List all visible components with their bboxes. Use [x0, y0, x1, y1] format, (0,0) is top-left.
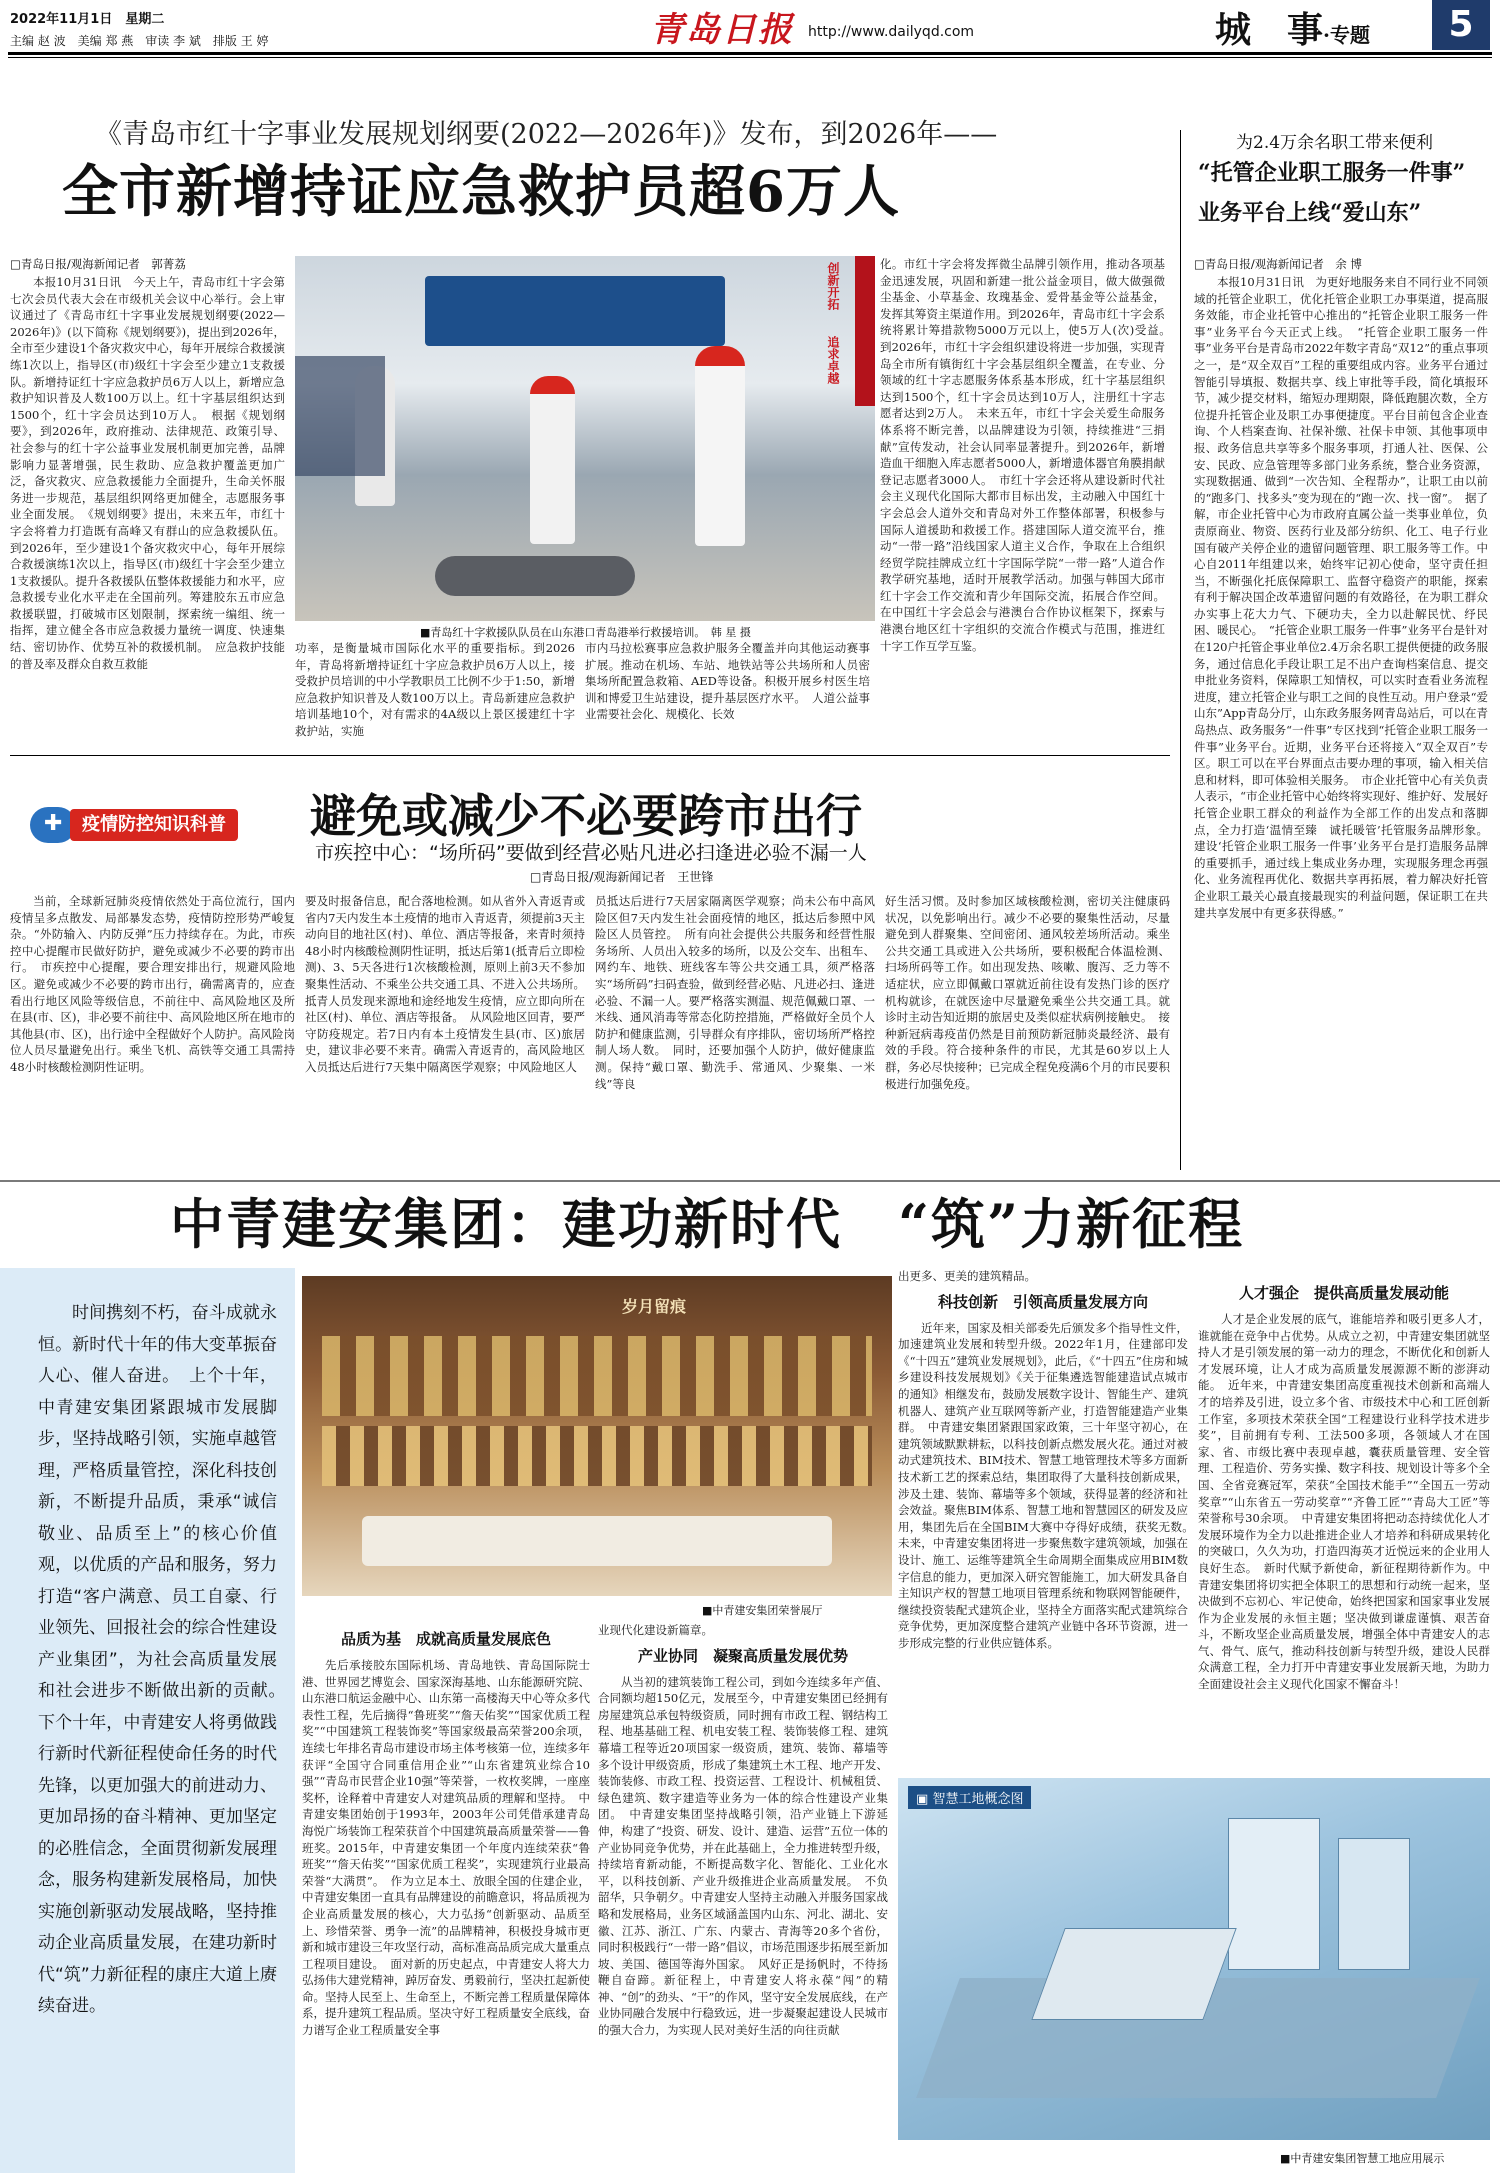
section2-text: 从当初的建筑装饰工程公司，到如今连续多年产值、合同额均超150亿元，发展至今，中青建安集团已经拥有房屋建筑总承包特级资质，同时拥有市政工程、钢结构工程、地基基础工程、机电安装工程、装饰装修工程、建筑幕墙工程等近20项国家一级资质，建筑、装饰、幕墙等多个设计甲级资质，形成了集建筑土木工程、地产开发、装饰装修、市政工程、投资运营、工程设计、机械租赁、绿色建筑、数字建造等业务为一体的综合性建设产业集团。 中青建安集团坚持战略引领，沿产业链上下游延伸，构建了“投资、研发、设计、建造、运营”五位一体的产业协同竞争优势，并在此基础上，全力推进转型升级，持续培育新动能，不断提高数字化、智能化、工业化水平，以科技创新、产业升级推进企业高质量发展。 不负韶华，只争朝夕。中青建安人坚持主动融入并服务国家战略和发展格局，业务区域涵盖国内山东、河北、湖北、安徽、江苏、浙江、广东、内蒙古、青海等20多个省份，同时积极践行“一带一路”倡议，市场范围逐步拓展至新加坡、美国、德国等海外国家。 风好正是扬帆时，不待扬鞭自奋蹄。新征程上，中青建安人将永葆“闯”的精神、“创”的劲头、“干”的作风，坚守安全发展底线，在产业协同融合发展中行稳致远，进一步凝聚起建设人民城市的强大合力，为实现人民对美好生活的向往贡献 — [598, 1674, 888, 2038]
photo-rescuer — [530, 376, 575, 544]
story4-col1 — [302, 1622, 590, 2172]
story3-col2-text: 要及时报备信息，配合落地检测。如从省外入青返青或省内7天内发生本土疫情的地市入青返青，须提前3天主动向目的地社区(村)、单位、酒店等报备，来青时须持48小时内核酸检测阴性证明，抵达后第1(抵青后立即检测)、3、5天各进行1次核酸检测，原则上前3天不参加聚集性活动、不乘坐公共交通工具、不进入公共场所。抵青人员发现来源地和途经地发生疫情，应立即向所在社区(村)、单位、酒店等报备。 从风险地区回青，要严守防疫规定。若7日内有本土疫情发生县(市、区)旅居史，建议非必要不来青。确需入青返青的，高风险地区入员抵达后进行7天集中隔离医学观察；中风险地区人 — [305, 894, 585, 1074]
story3-headline: 避免或减少不必要跨市出行 — [310, 789, 862, 843]
masthead-date: 2022年11月1日 星期二 — [10, 12, 165, 27]
story4-col3 — [898, 1268, 1200, 1768]
col2-top-text: 业现代化建设新篇章。 — [598, 1623, 713, 1637]
page-number: 5 — [1432, 0, 1490, 50]
trophy-shelf — [322, 1426, 872, 1486]
section-name: 城 事 — [1215, 9, 1324, 51]
story3-col4-text: 好生活习惯。及时参加区域核酸检测，密切关注健康码状况，以免影响出行。减少不必要的聚集性活动，尽量避免到人群聚集、空间密闭、通风较差场所活动。乘坐公共交通工具或进入公共场所，要积极配合体温检测、扫场所码等工作。如出现发热、咳嗽、腹泻、乏力等不适症状，应立即佩戴口罩就近前往设有发热门诊的医疗机构就诊，在就医途中尽量避免乘坐公共交通工具。就诊时主动告知近期的旅居史及类似症状病例接触史。 接种新冠病毒疫苗仍然是目前预防新冠肺炎最经济、最有效的手段。符合接种条件的市民，尤其是60岁以上人群，务必尽快接种；已完成全程免疫满6个月的市民要积极进行加强免疫。 — [885, 894, 1170, 1091]
map-label-box — [908, 1786, 1031, 1809]
map-building — [1338, 1838, 1410, 1970]
medical-cross-icon: ✚ — [44, 811, 63, 836]
story3-col3-text: 员抵达后进行7天居家隔离医学观察；尚未公布中高风险区但7天内发生社会面疫情的地区，抵达后参照中风险区人员管控。 所有向社会提供公共服务和经营性服务场所、人员出入较多的场所，以及公交车、出租车、网约车、地铁、班线客车等公共交通工具，须严格落实“场所码”扫码查验，做到经营必贴、凡进必扫、逢进必验、不漏一人。要严格落实测温、规范佩戴口罩、一米线、通风消毒等常态化防控措施，严格做好全员个人防护和健康监测，引导群众有序排队，密切场所严格控制人场人数。 同时，还要加强个人防护，做好健康监测。保持“戴口罩、勤洗手、常通风、少聚集、一米线”等良 — [595, 894, 875, 1091]
story1-col1 — [10, 256, 285, 746]
story2-byline: □青岛日报/观海新闻记者 余 博 — [1194, 257, 1362, 271]
story3-col2 — [305, 893, 585, 1173]
story2-title-line1: “托管企业职工服务一件事” — [1198, 160, 1466, 186]
story1-byline: □青岛日报/观海新闻记者 郭菁荔 — [10, 257, 186, 271]
section1-text: 先后承接胶东国际机场、青岛地铁、青岛国际院士港、世界园艺博览会、国家深海基地、山东能源研究院、山东港口航运金融中心、山东第一高楼海天中心等众多代表性工程，先后摘得“鲁班奖”“詹天佑奖”“国家优质工程奖”“中国建筑工程装饰奖”等国家级最高荣誉200余项，连续七年排名青岛市建设市场主体考核第一位，连续多年获评“全国守合同重信用企业”“山东省建筑业综合10强”“青岛市民营企业10强”等荣誉，一枚枚奖牌，一座座奖杯，诠释着中青建安人对建筑品质的理解和坚持。 中青建安集团始创于1993年，2003年公司凭借承建青岛海悦广场装饰工程荣获首个中国建筑最高质量荣誉——鲁班奖。2015年，中青建安集团一个年度内连续荣获“鲁班奖”“詹天佑奖”“国家优质工程奖”，实现建筑行业最高荣誉“大满贯”。 作为立足本土、放眼全国的住建企业，中青建安集团一直具有品牌建设的前瞻意识，将品质视为企业高质量发展的核心，大力弘扬“创新驱动、品质至上、珍惜荣誉、勇争一流”的品牌精神，积极投身城市更新和城市建设三年攻坚行动，高标准高品质完成大量重点工程项目建设。 面对新的历史起点，中青建安人将大力弘扬伟大建党精神，踔厉奋发、勇毅前行，坚决扛起新使命。坚持人民至上、生命至上，不断完善工程质量保障体系，提升建筑工程品质。坚决守好工程质量安全底线，奋力谱写企业工程质量安全事 — [302, 1658, 590, 2038]
story2-kicker: 为2.4万余名职工带来便利 — [1236, 133, 1434, 153]
story1-col1-text: 本报10月31日讯 今天上午，青岛市红十字会第七次会员代表大会在市级机关会议中心举行。会上审议通过了《青岛市红十字事业发展规划纲要(2022—2026年)》(以下简称《规划纲要》)，提出到2026年，全市至少建设1个备灾救灾中心，每年开展综合救援演练1次以上，指导区(市)级红十字会至少建立1支救援队。新增持证红十字应急救护员6万人以上，新增应急救护知识普及人数100万以上。红十字基层组织达到1500个，红十字会员达到10万人。 根据《规划纲要》，到2026年，政府推动、法律规范、政策引导、社会参与的红十字公益事业发展机制更加完善，品牌影响力显著增强，民生救助、应急救护覆盖更加广泛，备灾救灾、应急救援能力全面提升，生命关怀服务进一步规范，基层组织网络更加健全，志愿服务事业全面发展。 《规划纲要》提出，未来五年，市红十字会将着力打造既有高峰又有群山的应急救援队伍。到2026年，至少建设1个备灾救灾中心，每年开展综合救援演练1次以上，指导区(市)级红十字会至少建立1支救援队。提升各救援队伍整体救援能力和水平，应急救援专业化水平走在全国前列。筹建胶东五市应急救援联盟，打破城市区划限制，探索统一编组、统一指挥，建立健全各市应急救援力量统一调度、快速集结、密切协作、优势互补的救援机制。 应急救护技能的普及率及群众自救互救能 — [10, 275, 285, 671]
map-building — [1228, 1818, 1320, 1970]
story1-photo — [295, 256, 875, 621]
story2-title-line2: 业务平台上线“爱山东” — [1198, 200, 1422, 226]
story1-col3 — [585, 640, 870, 745]
story2-text: 本报10月31日讯 为更好地服务来自不同行业不同领域的托管企业职工，优化托管企业职工办事渠道，提高服务效能，市企业托管中心推出的“托管企业职工服务一件事”业务平台今天正式上线。 “托管企业职工服务一件事”业务平台是青岛市2022年数字青岛“双12”的重点事项之一，是“双全双百”工程的重要组成内容。业务平台通过智能引导填报、数据共享、线上审批等手段，简化填报环节，减少提交材料，缩短办理期限，降低跑腿次数，全方位提升托管企业及职工办事便捷度。平台目前包含企业查询、个人档案查询、社保补缴、社保卡申领、其他事项申报、政务信息共享等多个服务事项，打通人社、医保、公安、民政、应急管理等多部门业务系统，整合业务资源，实现数据通、做到“一次告知、全程帮办”，让职工由以前的“跑多门、找多头”变为现在的“跑一次、找一窗”。 据了解，市企业托管中心为市政府直属公益一类事业单位，负责原商业、物资、医药行业及部分纺织、化工、电子行业国有破产关停企业的遗留问题管理、职工服务等工作。中心自2011年组建以来，始终牢记初心使命，坚守责任担当，不断强化托底保障职工、监督守稳资产的职能，探索有利于解决国企改革遗留问题的有效路径，在为职工群众办实事上花大力气、下硬功夫，全力以赴解民忧、纾民困、暖民心。 “托管企业职工服务一件事”业务平台是针对在120户托管企事业单位2.4万余名职工提供便捷的政务服务，通过信息化手段让职工足不出户查询档案信息、提交申批业务资料，保障职工知情权，可以实时查看业务流程进度，建立托管企业与职工之间的良性互动。用户登录“爱山东”App青岛分厅，山东政务服务网青岛站后，可以在青岛热点、政务服务“一件事”专区找到“托管企业职工服务一件事”业务平台。近期，业务平台还将接入“双全双百”专区。职工可以在平台界面点击要办理的事项，输入相关信息和材料，即可体验相关服务。 市企业托管中心有关负责人表示，“市企业托管中心始终将实现好、维护好、发展好托管企业职工群众的利益作为全部工作的出发点和落脚点，全力打造‘温情至臻 诚托暖管’托管服务品牌形象。建设‘托管企业职工服务一件事’业务平台是打造服务品牌的重要抓手，通过线上集成业务办理，实现服务理念再强化、业务流程再优化、数据共享再拓展，着力解决好托管企业职工最关心最直接最现实的利益问题，保证职工在共建共享发展中有更多获得感。” — [1194, 275, 1488, 920]
story3-col1 — [10, 893, 295, 1173]
photo-patient — [435, 556, 635, 596]
map-pin-icon: ▣ — [916, 1792, 929, 1807]
col3-top-text: 出更多、更美的建筑精品。 — [898, 1269, 1036, 1283]
section-title — [1215, 2, 1370, 53]
section-sub: ·专题 — [1323, 23, 1370, 47]
story1-col2-text: 功率，是衡量城市国际化水平的重要指标。到2026年，青岛将新增持证红十字应急救护员6万人以上，接受救护员培训的中小学教职员工比例不少于1:50，新增应急救护知识普及人数100万以上。青岛新建应急救护培训基地10个，对有需求的4A级以上景区援建红十字救护站，实施 — [295, 641, 575, 738]
newspaper-logo: 青岛日报 — [650, 10, 794, 50]
section3-text: 近年来，国家及相关部委先后颁发多个指导性文件，加速建筑业发展和转型升级。2022年1月，住建部印发《“十四五”建筑业发展规划》，此后，《“十四五”住房和城乡建设科技发展规划》《关于征集遴选智能建造试点城市的通知》相继发布，鼓励发展数字设计、智能生产、建筑机器人、建筑产业互联网等新产业，打造智能建造产业集群。 中青建安集团紧跟国家政策，三十年坚守初心，在建筑领域默默耕耘，以科技创新点燃发展火花。通过对被动式建筑技术、BIM技术、智慧工地管理技术等多方面新技术新工艺的探索总结，集团取得了大量科技创新成果，涉及土建、装饰、幕墙等多个领域，获得显著的经济和社会效益。聚焦BIM体系、智慧工地和智慧园区的研发及应用，集团先后在全国BIM大赛中夺得好成绩，获奖无数。 未来，中青建安集团将进一步聚焦数字建筑领域，加强在设计、施工、运维等建筑全生命周期全面集成应用BIM数字信息的能力，更加深入研究智能施工，加大研发具备自主知识产权的智慧工地项目管理系统和物联网智能硬件，继续投资装配式建筑企业，坚持全方面落实配式建筑综合竞争优势，更加深度整合建筑产业链中各环节资源，进一步形成完整的行业供应链体系。 — [898, 1320, 1200, 1650]
story3-col4 — [885, 893, 1170, 1173]
story2-body — [1194, 256, 1488, 1168]
section2-title: 产业协同 凝聚高质量发展优势 — [637, 1646, 848, 1665]
photo-sign-text1: 创新开拓 — [826, 262, 840, 310]
masthead-url[interactable]: http://www.dailyqd.com — [808, 24, 975, 40]
story3-deck: 市疾控中心：“场所码”要做到经营必贴凡进必扫逢进必验不漏一人 — [315, 842, 867, 864]
story1-photo-caption: ■青岛红十字救援队队员在山东港口青岛港举行救援培训。 韩 星 摄 — [420, 626, 751, 639]
story1-headline: 全市新增持证应急救护员超6万人 — [62, 159, 900, 225]
map-label: 智慧工地概念图 — [932, 1792, 1024, 1807]
section1-title: 品质为基 成就高质量发展底色 — [340, 1630, 551, 1648]
photo-sign-board — [855, 256, 875, 406]
covid-badge — [30, 805, 270, 845]
photo-sign-text2: 追求卓越 — [826, 336, 840, 384]
honor-hall-photo — [302, 1276, 892, 1596]
section4-title: 人才强企 提供高质量发展动能 — [1238, 1284, 1449, 1302]
story1-col2 — [295, 640, 575, 745]
masthead-rule-thin — [8, 57, 1492, 58]
story1-col4 — [880, 256, 1177, 746]
story1-col3-text: 市内马拉松赛事应急救护服务全覆盖并向其他运动赛事扩展。推动在机场、车站、地铁站等公共场所和人员密集场所配置急救箱、AED等设备。积极开展乡村医生培训和博爱卫生站建设，提升基层医疗水平。 人道公益事业需要社会化、规模化、长效 — [585, 641, 870, 722]
story4-sidebar — [0, 1268, 295, 2173]
smart-site-map — [898, 1778, 1490, 2140]
story-divider — [10, 755, 1170, 756]
column-divider — [1180, 130, 1181, 1170]
honor-sign: 岁月留痕 — [622, 1297, 687, 1316]
story1-col4-text: 化。市红十字会将发挥微尘品牌引领作用，推动各项基金迅速发展，巩固和新建一批公益金项目，做大做强微尘基金、小草基金、玫瑰基金、爱骨基金等公益基金，发挥其筹资主渠道作用。到2026年，青岛市红十字会系统将累计筹措款物5000万元以上，使5万人(次)受益。 到2026年，市红十字会组织建设将进一步加强，实现青岛全市所有镇街红十字会基层组织全覆盖，在专业、分领域的红十字志愿服务体系基本形成，红十字基层组织达到1500个，红十字会员达到10万人，注册红十字志愿者达到2万人。 未来五年，市红十字会关爱生命服务体系将不断完善，以品牌建设为引领，持续推进“三捐献”宣传发动，社会认同率显著提升。到2026年，新增造血干细胞入库志愿者5000人，新增遗体器官角膜捐献登记志愿者3000人。 市红十字会还将从建设新时代社会主义现代化国际大都市目标出发，主动融入中国红十字会总会人道外交和青岛对外工作整体部署，积极参与国际人道援助和救援工作。搭建国际人道交流平台，推动“一带一路”沿线国家人道主义合作，争取在上合组织经贸学院挂牌成立红十字国际学院“一带一路”人道合作教学研究基地，适时开展教学活动。加强与韩国大邱市红十字会工作交流和青少年国际交流，拓展合作空间。在中国红十字会总会与港澳台合作协议框架下，探索与港澳台地区红十字组织的交流合作模式与范围，推进红十字工作互学互鉴。 — [880, 257, 1177, 653]
story1-kicker: 《青岛市红十字事业发展规划纲要(2022—2026年)》发布，到2026年—— — [95, 119, 998, 150]
story3-col1-text: 当前，全球新冠肺炎疫情依然处于高位流行，国内疫情呈多点散发、局部暴发态势，疫情防控形势严峻复杂。“外防输入、内防反弹”压力持续存在。为此，市疾控中心提醒市民做好防护，避免或减少不必要的跨市出行。 市疾控中心提醒，要合理安排出行，规避风险地区。避免或减少不必要的跨市出行，确需离青的，应查看出行地区风险等级信息，不前往中、高风险地区及所在县(市、区)，非必要不前往中、高风险地区所在地市的其他县(市、区)，出行途中全程做好个人防护。高风险岗位人员尽量避免出行。乘坐飞机、高铁等交通工具需持48小时核酸检测阴性证明。 — [10, 894, 295, 1074]
trophy-shelf — [322, 1336, 872, 1416]
photo-rescuer — [695, 346, 745, 546]
story4-col2 — [598, 1622, 888, 2172]
photo-banner — [425, 276, 725, 346]
map-structure — [1031, 1928, 1236, 2020]
story3-byline: □青岛日报/观海新闻记者 王世锋 — [530, 870, 714, 884]
honor-hall-caption: ■中青建安集团荣誉展厅 — [702, 1604, 823, 1617]
masthead-rule — [8, 52, 1492, 55]
story4-col4 — [1198, 1268, 1490, 1768]
story4-headline: 中青建安集团：建功新时代 “筑”力新征程 — [170, 1192, 1245, 1256]
badge-label: 疫情防控知识科普 — [70, 809, 238, 841]
story3-col3 — [595, 893, 875, 1173]
photo-crowd — [295, 356, 385, 476]
smart-site-caption: ■中青建安集团智慧工地应用展示 — [1280, 2152, 1445, 2165]
masthead-credits: 主编 赵 波 美编 郑 燕 审读 李 斌 排版 王 婷 — [10, 34, 269, 48]
display-table — [362, 1516, 832, 1566]
section4-text: 人才是企业发展的底气，谁能培养和吸引更多人才，谁就能在竞争中占优势。从成立之初，中青建安集团就坚持人才是引领发展的第一动力的理念，不断优化和创新人才发展环境，让人才成为高质量发展源源不断的澎湃动能。 近年来，中青建安集团高度重视技术创新和高端人才的培养及引进，设立多个省、市级技术中心和工匠创新工作室，多项技术荣获全国“工程建设行业科学技术进步奖”，目前拥有专利、工法500多项，各领域人才在国家、省、市级比赛中表现卓越，囊获质量管理、安全管理、工程造价、劳务实操、数字科技、规划设计等多个全国、全省竞赛冠军，荣获“全国技术能手”“全国五一劳动奖章”“山东省五一劳动奖章”“齐鲁工匠”“青岛大工匠”等荣誉称号30余项。 中青建安集团将把动态持续优化人才发展环境作为全力以赴推进企业人才培养和科研成果转化的突破口，久久为功，打造四海英才近悦远来的企业用人良好生态。 新时代赋予新使命，新征程期待新作为。中青建安集团将切实把全体职工的思想和行动统一起来，坚决做到不忘初心、牢记使命，始终把国家和国家事业发展作为企业发展的永恒主题；坚决做到谦虚谨慎、艰苦奋斗，不断攻坚企业高质量发展，增强全体中青建安人的志气、骨气、底气，推动科技创新与转型升级，建设人民群众满意工程，全力打开中青建安事业发展新天地，为助力全面建设社会主义现代化国家不懈奋斗！ — [1198, 1312, 1490, 1692]
section3-title: 科技创新 引领高质量发展方向 — [937, 1292, 1148, 1311]
story4-sidebar-text: 时间携刻不朽，奋斗成就永恒。新时代十年的伟大变革振奋人心、催人奋进。 上个十年，中青建安集团紧跟城市发展脚步，坚持战略引领，实施卓越管理，严格质量管控，深化科技创新，不断提升品质，秉承“诚信敬业、品质至上”的核心价值观，以优质的产品和服务，努力打造“客户满意、员工自豪、行业领先、回报社会的综合性建设产业集团”，为社会高质量发展和社会进步不断做出新的贡献。 下个十年，中青建安人将勇做践行新时代新征程使命任务的时代先锋，以更加强大的前进动力、更加昂扬的奋斗精神、更加坚定的必胜信念，全面贯彻新发展理念，服务构建新发展格局，加快实施创新驱动发展战略，坚持推动企业高质量发展，在建功新时代“筑”力新征程的康庄大道上赓续奋进。 — [38, 1303, 294, 2016]
